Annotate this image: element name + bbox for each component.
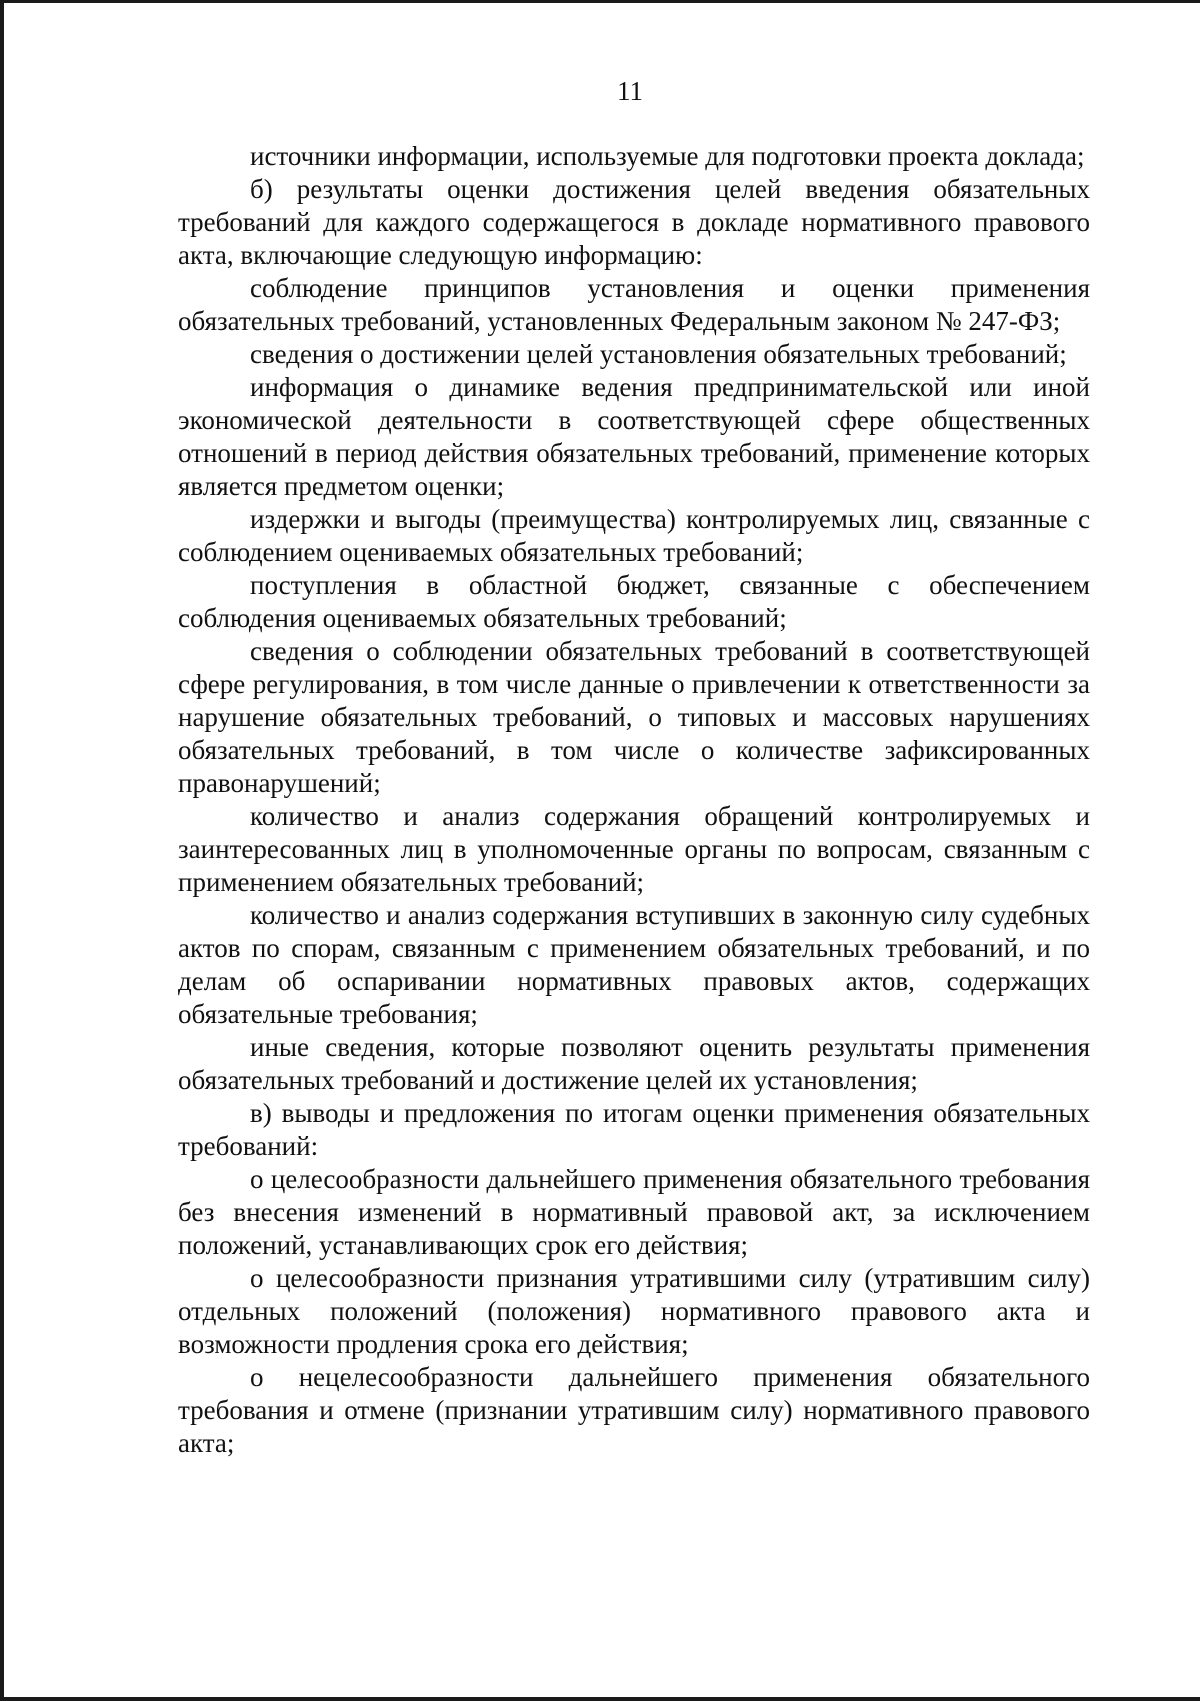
paragraph-partial-repeal: о целесообразности признания утратившими силу (утратившим силу) отдельных положений (положения) нормативного правового акта и возможности продления срока его действия;	[178, 1263, 1090, 1359]
paragraph-costs-benefits: издержки и выгоды (преимущества) контролируемых лиц, связанные с соблюдением оцениваемых обязательных требований;	[178, 504, 1090, 567]
paragraph-item-b: б) результаты оценки достижения целей введения обязательных требований для каждого содержащегося в докладе нормативного правового акта, включающие следующую информацию:	[178, 174, 1090, 270]
scan-border-bottom	[0, 1697, 1200, 1701]
paragraph-information-sources: источники информации, используемые для подготовки проекта доклада;	[250, 141, 1085, 171]
document-body	[178, 140, 1090, 1460]
paragraph-goals-achievement: сведения о достижении целей установления обязательных требований;	[250, 339, 1067, 369]
paragraph-item-v: в) выводы и предложения по итогам оценки применения обязательных требований:	[178, 1098, 1090, 1161]
scan-border-top	[0, 0, 1200, 3]
paragraph-full-repeal: о нецелесообразности дальнейшего применения обязательного требования и отмене (признании утратившим силу) нормативного правового акта;	[178, 1362, 1090, 1458]
paragraph-principles-compliance: соблюдение принципов установления и оценки применения обязательных требований, установленных Федеральным законом № 247-ФЗ;	[178, 273, 1090, 336]
paragraph-appeals-analysis: количество и анализ содержания обращений контролируемых и заинтересованных лиц в уполномоченные органы по вопросам, связанным с применением обязательных требований;	[178, 801, 1090, 897]
paragraph-business-dynamics: информация о динамике ведения предпринимательской или иной экономической деятельности в соответствующей сфере общественных отношений в период действия обязательных требований, применение которых является предметом оценки;	[178, 372, 1090, 501]
paragraph-compliance-data: сведения о соблюдении обязательных требований в соответствующей сфере регулирования, в том числе данные о привлечении к ответственности за нарушение обязательных требований, о типовых и массовых нарушениях обязательных требований, в том числе о количестве зафиксированных правонарушений;	[178, 636, 1090, 798]
paragraph-other-information: иные сведения, которые позволяют оценить результаты применения обязательных требований и достижение целей их установления;	[178, 1032, 1090, 1095]
paragraph-court-acts: количество и анализ содержания вступивших в законную силу судебных актов по спорам, связанным с применением обязательных требований, и по делам об оспаривании нормативных правовых актов, содержащих обязательные требования;	[178, 900, 1090, 1029]
page-number: 11	[617, 76, 643, 106]
paragraph-budget-revenue: поступления в областной бюджет, связанные с обеспечением соблюдения оцениваемых обязательных требований;	[178, 570, 1090, 633]
scan-border-left	[0, 0, 4, 1698]
paragraph-continue-application: о целесообразности дальнейшего применения обязательного требования без внесения изменений в нормативный правовой акт, за исключением положений, устанавливающих срок его действия;	[178, 1164, 1090, 1260]
